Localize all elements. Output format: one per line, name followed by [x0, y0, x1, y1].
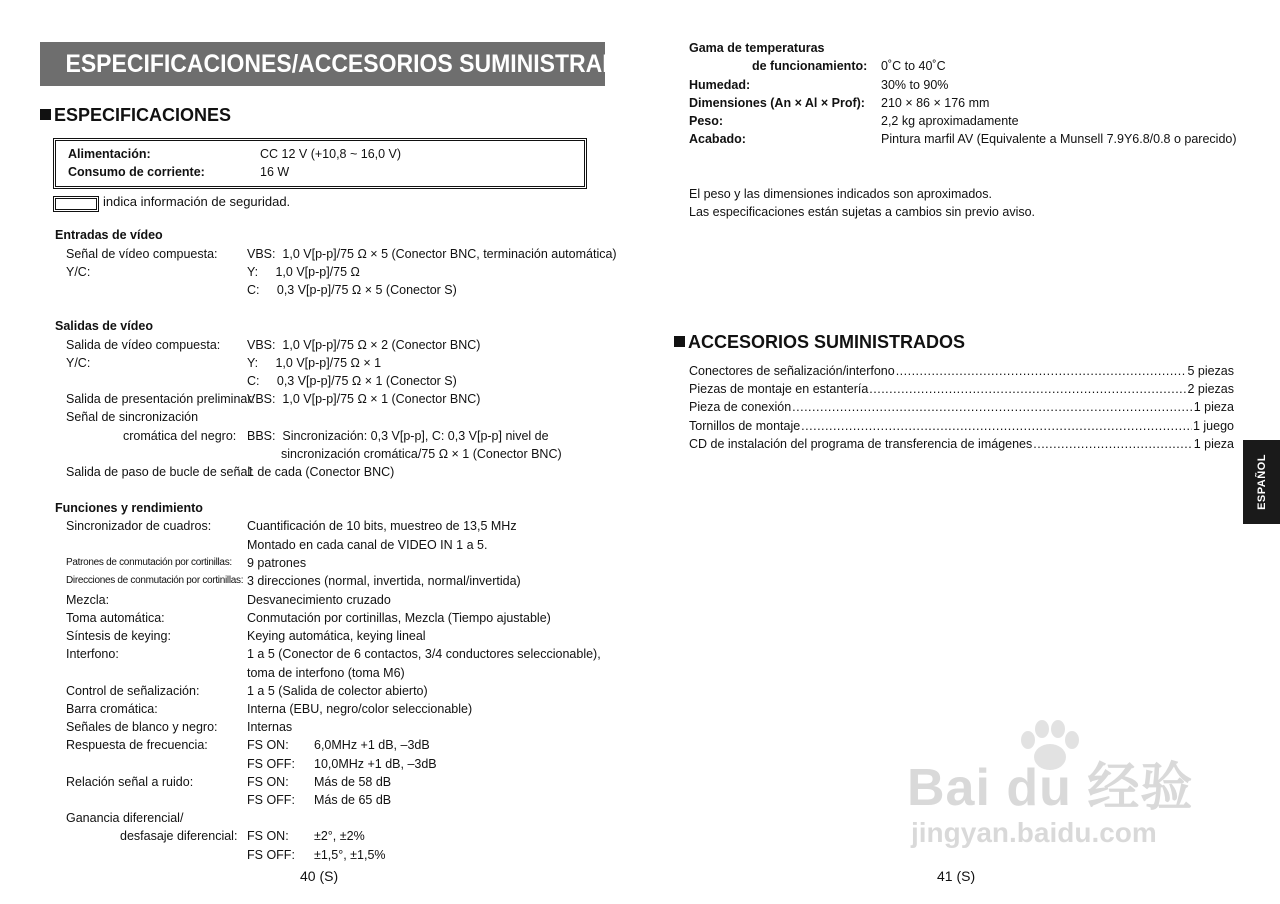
dot-leader: [801, 417, 1192, 435]
temp-label-line1: Gama de temperaturas: [689, 41, 825, 55]
accessory-qty: 2 piezas: [1187, 382, 1234, 396]
weight-value: 2,2 kg aproximadamente: [881, 114, 1019, 128]
sync-label-line2: cromática del negro:: [123, 429, 237, 443]
freq-off-tag: FS OFF:: [247, 757, 295, 771]
wipe-patterns-label: Patrones de conmutación por cortinillas:: [66, 557, 232, 568]
list-item: [689, 362, 1234, 380]
sync-label-line1: Señal de sincronización: [66, 410, 199, 424]
page-number-left: 40 (S): [300, 868, 339, 884]
snr-on-tag: FS ON:: [247, 775, 289, 789]
specs-section-title-text: ESPECIFICACIONES: [54, 105, 232, 125]
dimensions-value: 210 × 86 × 176 mm: [881, 96, 990, 110]
loop-value: 1 de cada (Conector BNC): [247, 465, 395, 479]
dimensions-label: Dimensiones (An × Al × Prof):: [689, 96, 865, 110]
accessory-name: Pieza de conexión: [689, 400, 792, 414]
list-item: [689, 417, 1234, 435]
diff-off-value: ±1,5°, ±1,5%: [314, 848, 386, 862]
mix-value: Desvanecimiento cruzado: [247, 593, 391, 607]
intercom-label: Interfono:: [66, 647, 119, 661]
intercom-value-line2: toma de interfono (toma M6): [247, 666, 405, 680]
square-bullet-icon: [674, 336, 685, 347]
auto-take-value: Conmutación por cortinillas, Mezcla (Tiempo ajustable): [247, 611, 551, 625]
tally-value: 1 a 5 (Salida de colector abierto): [247, 684, 428, 698]
dot-leader: [792, 398, 1193, 416]
finish-label: Acabado:: [689, 132, 746, 146]
temp-value: 0˚C to 40˚C: [881, 59, 946, 73]
output-composite-value: VBS: 1,0 V[p-p]/75 Ω × 2 (Conector BNC): [247, 338, 481, 352]
snr-label: Relación señal a ruido:: [66, 775, 194, 789]
list-item: [689, 435, 1234, 453]
wipe-patterns-value: 9 patrones: [247, 556, 307, 570]
freq-on-value: 6,0MHz +1 dB, –3dB: [314, 738, 430, 752]
watermark-url: jingyan.baidu.com: [911, 817, 1157, 848]
consumption-label: Consumo de corriente:: [68, 165, 205, 179]
input-yc-y: Y: 1,0 V[p-p]/75 Ω: [247, 265, 360, 279]
preview-label: Salida de presentación preliminar:: [66, 392, 255, 406]
wipe-directions-label: Direcciones de conmutación por cortinillas:: [66, 575, 244, 586]
language-side-tab: [1243, 440, 1280, 524]
power-label: Alimentación:: [68, 147, 151, 161]
finish-value: Pintura marfil AV (Equivalente a Munsell 7.9Y6.8/0.8 o parecido): [881, 132, 1237, 146]
color-bar-value: Interna (EBU, negro/color seleccionable): [247, 702, 473, 716]
accessory-qty: 1 pieza: [1193, 437, 1234, 451]
note-line2: Las especificaciones están sujetas a cambios sin previo aviso.: [689, 205, 1036, 219]
output-composite-label: Salida de vídeo compuesta:: [66, 338, 221, 352]
functions-title: Funciones y rendimiento: [55, 501, 203, 515]
white-black-label: Señales de blanco y negro:: [66, 720, 218, 734]
power-value: CC 12 V (+10,8 ~ 16,0 V): [260, 147, 402, 161]
list-item: [689, 398, 1234, 416]
preview-value: VBS: 1,0 V[p-p]/75 Ω × 1 (Conector BNC): [247, 392, 481, 406]
wipe-directions-value: 3 direcciones (normal, invertida, normal/invertida): [247, 574, 521, 588]
diff-off-tag: FS OFF:: [247, 848, 295, 862]
specs-section-title: [40, 105, 231, 126]
output-yc-y: Y: 1,0 V[p-p]/75 Ω × 1: [247, 356, 382, 370]
snr-on-value: Más de 58 dB: [314, 775, 392, 789]
intercom-value-line1: 1 a 5 (Conector de 6 contactos, 3/4 conductores seleccionable),: [247, 647, 601, 661]
mix-label: Mezcla:: [66, 593, 110, 607]
color-bar-label: Barra cromática:: [66, 702, 158, 716]
keying-value: Keying automática, keying lineal: [247, 629, 426, 643]
banner-text: ESPECIFICACIONES/ACCESORIOS SUMINISTRADOS: [65, 50, 653, 78]
output-yc-c: C: 0,3 V[p-p]/75 Ω × 1 (Conector S): [247, 374, 457, 388]
sync-value-line1: BBS: Sincronización: 0,3 V[p-p], C: 0,3 V[p-p] nivel de: [247, 429, 549, 443]
input-yc-c: C: 0,3 V[p-p]/75 Ω × 5 (Conector S): [247, 283, 457, 297]
white-black-value: Internas: [247, 720, 293, 734]
accessory-qty: 1 juego: [1192, 419, 1234, 433]
sync-value-line2: sincronización cromática/75 Ω × 1 (Conector BNC): [281, 447, 562, 461]
tally-label: Control de señalización:: [66, 684, 200, 698]
loop-label: Salida de paso de bucle de señal:: [66, 465, 254, 479]
input-composite-label: Señal de vídeo compuesta:: [66, 247, 218, 261]
accessories-section-title: [674, 332, 965, 353]
output-yc-label: Y/C:: [66, 356, 91, 370]
language-side-tab-label: ESPAÑOL: [1255, 454, 1268, 510]
watermark-logo-text: Bai du 经验: [907, 759, 1194, 817]
baidu-watermark: [905, 715, 1215, 865]
accessory-qty: 1 pieza: [1193, 400, 1234, 414]
accessory-name: Piezas de montaje en estantería: [689, 382, 869, 396]
accessory-qty: 5 piezas: [1187, 364, 1234, 378]
keying-label: Síntesis de keying:: [66, 629, 171, 643]
dot-leader: [1033, 435, 1192, 453]
diff-label-line1: Ganancia diferencial/: [66, 811, 184, 825]
auto-take-label: Toma automática:: [66, 611, 165, 625]
list-item: [689, 380, 1234, 398]
frame-sync-label: Sincronizador de cuadros:: [66, 519, 212, 533]
video-outputs-title: Salidas de vídeo: [55, 319, 153, 333]
humidity-value: 30% to 90%: [881, 78, 949, 92]
input-yc-label: Y/C:: [66, 265, 91, 279]
page-banner: [40, 42, 653, 86]
page-number-right: 41 (S): [937, 868, 976, 884]
weight-label: Peso:: [689, 114, 724, 128]
note-line1: El peso y las dimensiones indicados son aproximados.: [689, 187, 992, 201]
freq-on-tag: FS ON:: [247, 738, 289, 752]
square-bullet-icon: [40, 109, 51, 120]
diff-on-tag: FS ON:: [247, 829, 289, 843]
snr-off-value: Más de 65 dB: [314, 793, 392, 807]
frame-sync-value-line2: Montado en cada canal de VIDEO IN 1 a 5.: [247, 538, 488, 552]
accessory-name: Tornillos de montaje: [689, 419, 801, 433]
freq-label: Respuesta de frecuencia:: [66, 738, 208, 752]
dot-leader: [896, 362, 1187, 380]
safety-box-legend-icon: [53, 196, 99, 212]
consumption-value: 16 W: [260, 165, 290, 179]
temp-label-line2: de funcionamiento:: [752, 59, 868, 73]
humidity-label: Humedad:: [689, 78, 751, 92]
frame-sync-value-line1: Cuantificación de 10 bits, muestreo de 13,5 MHz: [247, 519, 517, 533]
diff-label-line2: desfasaje diferencial:: [120, 829, 238, 843]
accessory-name: CD de instalación del programa de transferencia de imágenes: [689, 437, 1033, 451]
freq-off-value: 10,0MHz +1 dB, –3dB: [314, 757, 437, 771]
accessory-name: Conectores de señalización/interfono: [689, 364, 895, 378]
snr-off-tag: FS OFF:: [247, 793, 295, 807]
video-inputs-title: Entradas de vídeo: [55, 228, 163, 242]
diff-on-value: ±2°, ±2%: [314, 829, 365, 843]
accessories-section-title-text: ACCESORIOS SUMINISTRADOS: [688, 332, 966, 352]
dot-leader: [869, 380, 1186, 398]
safety-note: indica información de seguridad.: [103, 194, 291, 209]
input-composite-value: VBS: 1,0 V[p-p]/75 Ω × 5 (Conector BNC, terminación automática): [247, 247, 617, 261]
